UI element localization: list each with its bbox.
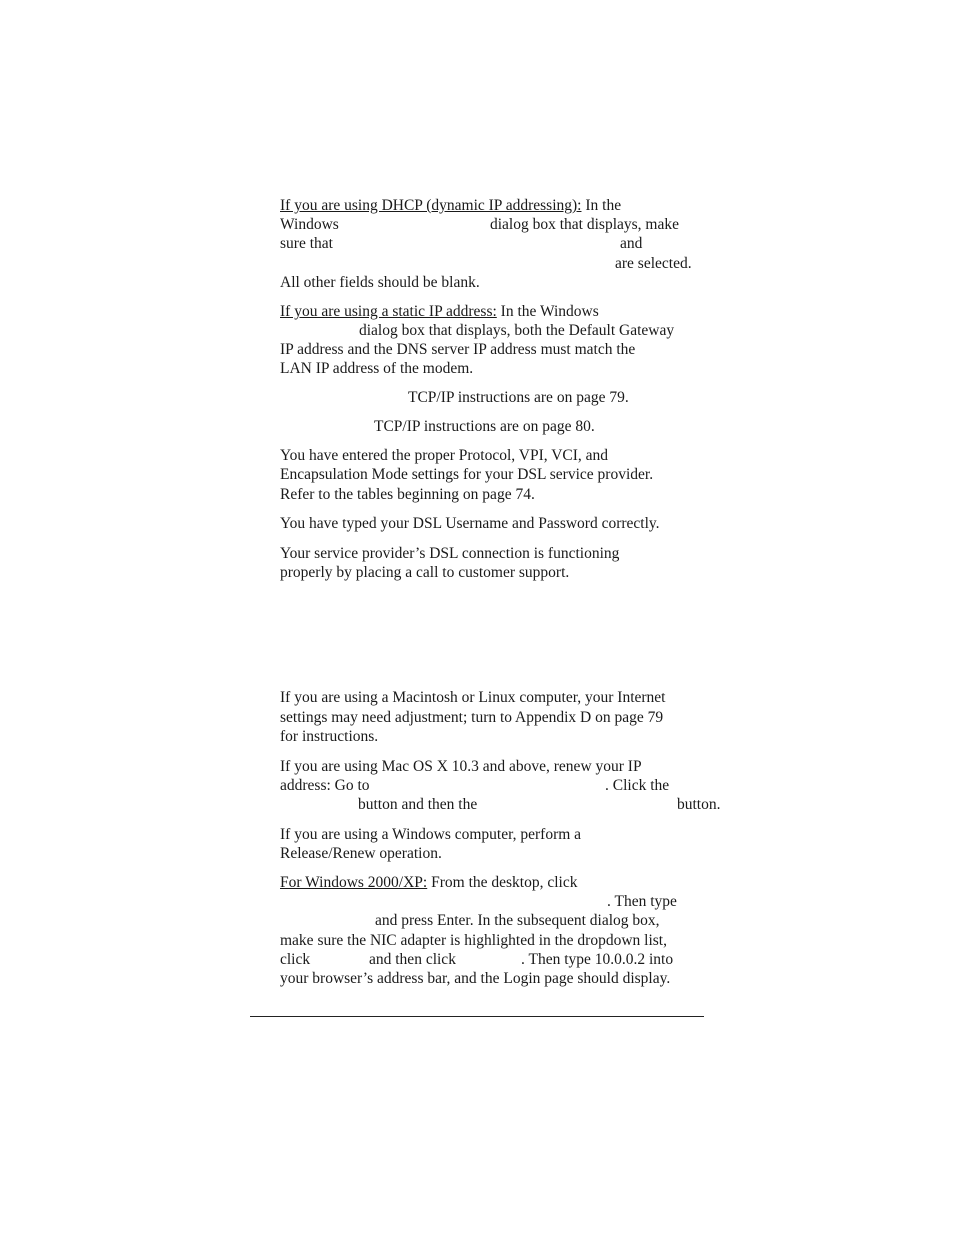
macosx-line-2b: . Click the xyxy=(605,777,670,794)
dhcp-line-3a: sure that xyxy=(280,235,333,252)
static-line-3: IP address and the DNS server IP address must match the xyxy=(280,341,636,358)
win2000-line-1: For Windows 2000/XP: From the desktop, click xyxy=(280,874,578,891)
static-line-2: dialog box that displays, both the Default Gateway xyxy=(359,322,675,339)
tcpip-page-79: TCP/IP instructions are on page 79. xyxy=(408,389,629,406)
static-heading: If you are using a static IP address: xyxy=(280,303,497,320)
windows-line-1: If you are using a Windows computer, perform a xyxy=(280,826,582,843)
static-line-4: LAN IP address of the modem. xyxy=(280,360,474,377)
dhcp-line-1: If you are using DHCP (dynamic IP addressing): In the xyxy=(280,197,622,214)
windows-line-2: Release/Renew operation. xyxy=(280,845,442,862)
footer-rule xyxy=(250,1016,704,1017)
macosx-line-1: If you are using Mac OS X 10.3 and above, renew your IP xyxy=(280,758,642,775)
username-line: You have typed your DSL Username and Password correctly. xyxy=(280,515,660,532)
dhcp-heading: If you are using DHCP (dynamic IP addressing): xyxy=(280,197,582,214)
win2000-line-3: and press Enter. In the subsequent dialog box, xyxy=(375,912,660,929)
mac-linux-line-3: for instructions. xyxy=(280,728,379,745)
macosx-line-3b: button. xyxy=(677,796,721,813)
win2000-line-4: make sure the NIC adapter is highlighted in the dropdown list, xyxy=(280,932,667,949)
win2000-heading: For Windows 2000/XP: xyxy=(280,874,428,891)
win2000-line-2: . Then type xyxy=(607,893,677,910)
protocol-line-2: Encapsulation Mode settings for your DSL service provider. xyxy=(280,466,654,483)
macosx-line-3a: button and then the xyxy=(358,796,478,813)
dhcp-line-5: All other fields should be blank. xyxy=(280,274,480,291)
static-line-1: If you are using a static IP address: In the Windows xyxy=(280,303,599,320)
mac-linux-line-1: If you are using a Macintosh or Linux computer, your Internet xyxy=(280,689,666,706)
protocol-line-1: You have entered the proper Protocol, VPI, VCI, and xyxy=(280,447,609,464)
win2000-line-6: your browser’s address bar, and the Login page should display. xyxy=(280,970,671,987)
protocol-line-3: Refer to the tables beginning on page 74. xyxy=(280,486,535,503)
provider-line-2: properly by placing a call to customer support. xyxy=(280,564,570,581)
dhcp-line-2b: dialog box that displays, make xyxy=(490,216,679,233)
win2000-line-5c: . Then type 10.0.0.2 into xyxy=(521,951,674,968)
tcpip-page-80: TCP/IP instructions are on page 80. xyxy=(374,418,595,435)
dhcp-line-3b: and xyxy=(620,235,643,252)
win2000-line-5b: and then click xyxy=(369,951,456,968)
mac-linux-line-2: settings may need adjustment; turn to Appendix D on page 79 xyxy=(280,709,664,726)
dhcp-line-2a: Windows xyxy=(280,216,339,233)
macosx-line-2a: address: Go to xyxy=(280,777,370,794)
win2000-line-5a: click xyxy=(280,951,311,968)
dhcp-line-4: are selected. xyxy=(615,255,692,272)
provider-line-1: Your service provider’s DSL connection is functioning xyxy=(280,545,620,562)
